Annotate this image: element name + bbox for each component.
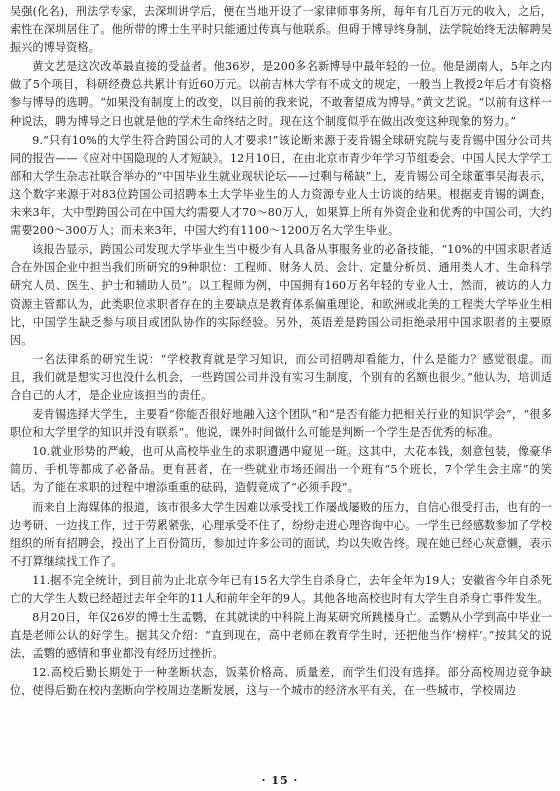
paragraph-item-12: 12.高校后勤长期处于一种垄断状态，饭菜价格高、质量差，而学生们没有选择。部分高校周边竞争缺位，使得后勤在校内垄断向学校周边垄断发展，这与一个城市的经济水平有关，在一些城市，学校周边: [10, 666, 552, 698]
paragraph-law-student: 一名法律系的研究生说：“学校教育就是学习知识，而公司招聘却看能力，什么是能力？感觉很虚。而且，我们就是想实习也没什么机会，一些跨国公司并没有实习生制度，个别有的名额也很少。”他认为，培训适合自己的人才，是企业应该担当的责任。: [10, 352, 552, 402]
paragraph-meng-ying: 8月20日，年仅26岁的博士生孟鹦，在其就读的中科院上海某研究所跳楼身亡。孟鹦从小学到高中毕业一直是老师公认的好学生。据其父介绍：“直到现在，高中老师在教育学生时，还把他当作‘榜样’。”按其父的说法，孟鹦的感情和事业都没有经历过挫折。: [10, 611, 552, 661]
paragraph-item-10: 10.就业形势的严峻，也可从高校毕业生的求职遭遇中窥见一斑。这其中，大花本钱，刻意包装，像豪华简历、手机等都成了必备品。更有甚者，在一些就业市场还闹出一个班有“5个班长，7个学生会主席”的笑话。为了能在求职的过程中增添重重的砝码，造假竟成了“必须手段”。: [10, 445, 552, 495]
body-text: [10, 3, 552, 701]
paragraph-mckinsey-selection: 麦肯锡选择大学生，主要看“你能否很好地融入这个团队”和“是否有能力把相关行业的知识学会”，“很多职位和大学里学的知识并没有联系”。他说，课外时间做什么可能是判断一个学生是否优秀的标准。: [10, 408, 552, 440]
paragraph-huang-wenyi: 黄文艺是这次改革最直接的受益者。他36岁，是200多名新博导中最年轻的一位。他是湖南人，5年之内做了5个项目，科研经费总共累计有近60万元。以前吉林大学有不成文的规定，一般当上教授2年后才有资格参与博导的选聘。“如果没有制度上的改变，以目前的我来说，不敢奢望成为博导。”黄文艺说。“以前有这样一种说法，聘为博导之日也就是他的学术生命终结之时。现在这个制度似乎在做出改变这种现象的努力。”: [10, 60, 552, 128]
paragraph-report-findings: 该报告显示，跨国公司发现大学毕业生当中极少有人具备从事服务业的必备技能，“10%的中国求职者适合在外国企业中担当我们所研究的9种职位：工程师、财务人员、会计、定量分析员、通用类人才、生命科学研究人员、医生、护士和辅助人员”。以工程师为例，中国拥有160万名年轻的专业人士，然而，被访的人力资源主管都认为，此类职位求职者存在的主要缺点是教育体系偏重理论，和欧洲或北美的工程类大学毕业生相比，中国学生缺乏参与项目或团队协作的实际经验。另外，英语差是跨国公司拒绝录用中国求职者的主要原因。: [10, 243, 552, 347]
paragraph-item-9: 9.“只有10%的大学生符合跨国公司的人才要求!”该论断来源于麦肯锡全球研究院与麦肯锡中国分公司共同的报告——《应对中国隐现的人才短缺》。12月10日，在由北京市青少年学习节组委会、中国人民大学学工部和大学生杂志社联合举办的“中国毕业生就业现状论坛——过剩与稀缺”上，麦肯锡公司全球董事吴海表示，这个数字来源于对83位跨国公司招聘本土大学毕业生的人力资源专业人士访谈的结果。根据麦肯锡的调查，未来3年，大中型跨国公司在中国大约需要人才70～80万人，如果算上所有外资企业和优秀的中国公司，大约需要200～300万人；而未来3年，中国大约有1100～1200万名大学生毕业。: [10, 133, 553, 238]
paragraph-shanghai-report: 而来自上海媒体的报道，该市很多大学生因难以承受找工作屡战屡败的压力，自信心很受打击，也有的一边考研、一边找工作，过于劳累紧张，心理承受不住了，纷纷走进心理咨询中心。一学生已经感数参加了学校组织的所有招聘会，投出了上百份简历，参加过许多公司的面试，均以失败告终。现在她已经心灰意懒，表示不打算继续找工作了。: [10, 500, 552, 568]
paragraph-item-11: 11.据不完全统计，到目前为止北京今年已有15名大学生自杀身亡，去年全年为19人；安徽省今年自杀死亡的大学生人数已经超过去年全年的11人和前年全年的9人。其他各地高校也时有大学生自杀身亡事件发生。: [10, 573, 552, 605]
page-number: · 15 ·: [261, 774, 299, 787]
paragraph-wu-qiang: 吴强(化名)，刑法学专家，去深圳讲学后，便在当地开设了一家律师事务所，每年有几百万元的收入，之后，索性在深圳居住了。他所带的博士生平时只能通过传真与他联系。但碍于博导终身制，法学院始终无法解聘吴振兴的博导资格。: [10, 5, 552, 55]
